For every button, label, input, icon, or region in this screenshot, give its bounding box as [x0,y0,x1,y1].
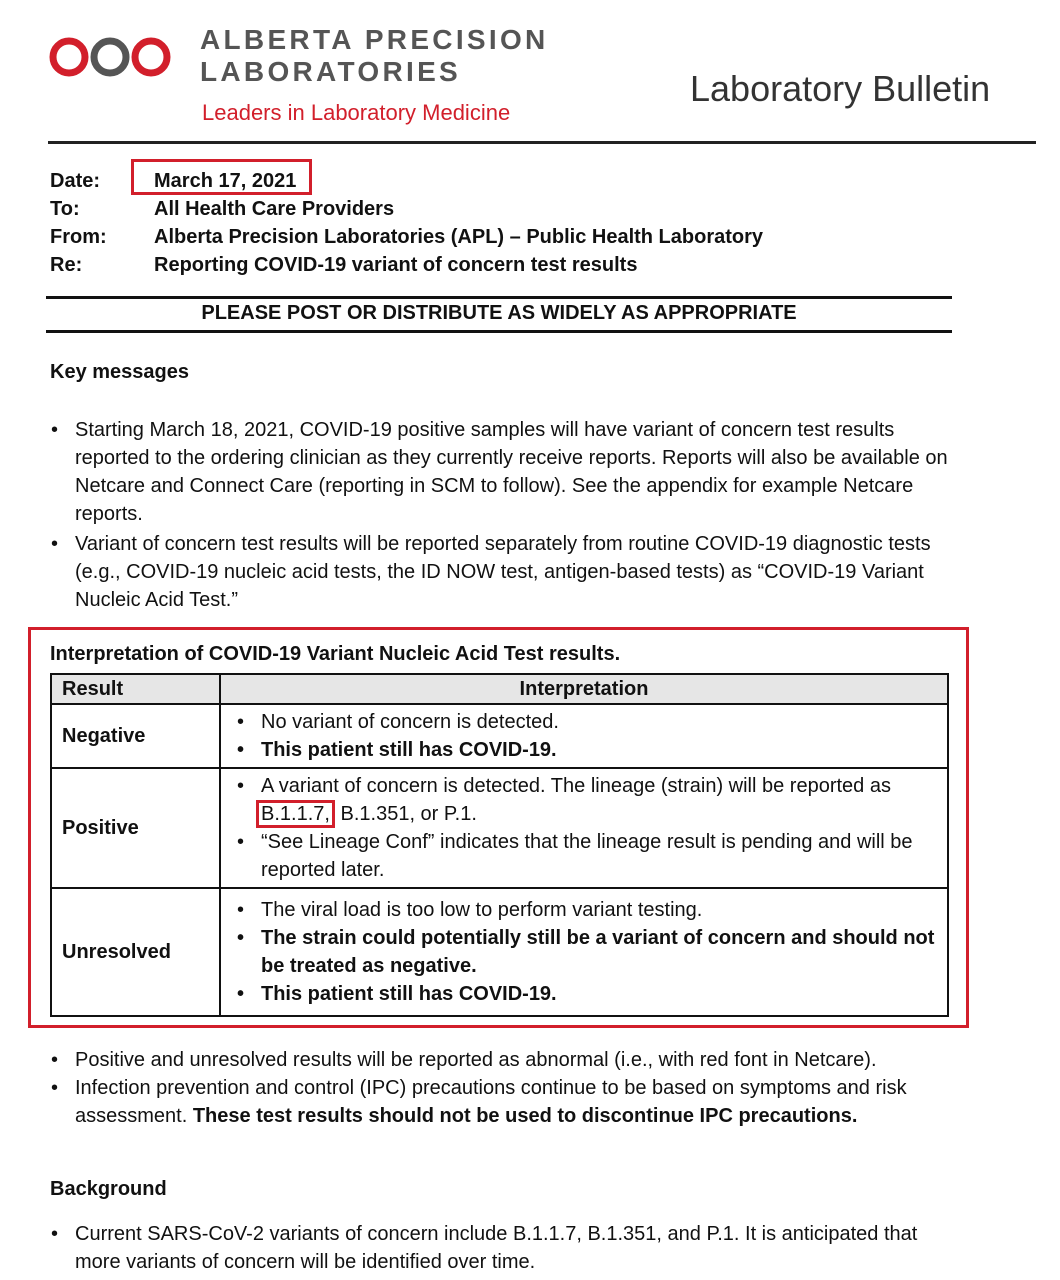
date-label: Date: [50,170,101,192]
date-value: March 17, 2021 [154,170,297,192]
table-row-unresolved [51,888,948,1016]
memo-header [50,167,763,279]
table-row-positive [51,768,948,888]
date-row [50,167,763,195]
org-line-1: ALBERTA PRECISION [200,24,549,55]
list-item: • “See Lineage Conf” indicates that the lineage result is pending and will be reported later. [235,828,937,884]
interpretation-table-title: Interpretation of COVID-19 Variant Nucleic Acid Test results. [50,643,621,665]
ipc-text: Infection prevention and control (IPC) precautions continue to be based on symptoms and risk assessment. [75,1077,907,1127]
from-label: From: [50,226,107,248]
organization-name [200,24,549,88]
list-item [235,772,937,828]
notice-bottom-rule [46,330,952,333]
column-header-result: Result [51,674,220,704]
ipc-warning: These test results should not be used to discontinue IPC precautions. [192,1105,858,1127]
org-line-2: LABORATORIES [200,56,462,87]
to-row [50,195,763,223]
result-negative: Negative [51,704,220,768]
interpretation-positive [220,768,948,888]
column-header-interpretation: Interpretation [220,674,948,704]
apl-logo [48,34,172,80]
from-value: Alberta Precision Laboratories (APL) – Public Health Laboratory [154,226,764,248]
re-row [50,251,763,279]
list-item: • No variant of concern is detected. [235,708,937,736]
list-item: • Variant of concern test results will be reported separately from routine COVID-19 diagnostic tests (e.g., COVID-19 nucleic acid tests, the ID NOW test, antigen-based tests) as “COVID-19 Variant Nucleic Acid Test.” [49,530,949,614]
list-item: • The viral load is too low to perform variant testing. [235,896,937,924]
reporting-notes-list [49,1046,979,1130]
result-positive: Positive [51,768,220,888]
from-row [50,223,763,251]
list-item: • Current SARS-CoV-2 variants of concern include B.1.1.7, B.1.351, and P.1. It is anticipated that more variants of concern will be identified over time. [49,1220,949,1276]
interpretation-table [50,673,949,1017]
re-label: Re: [50,254,83,276]
to-label: To: [50,198,80,220]
document-type: Laboratory Bulletin [690,68,991,109]
positive-text-a: A variant of concern is detected. The lineage (strain) will be reported as [261,775,891,797]
result-unresolved: Unresolved [51,888,220,1016]
list-item: • The strain could potentially still be a variant of concern and should not be treated as negative. [235,924,937,980]
key-messages-list [49,416,949,616]
interpretation-negative [220,704,948,768]
list-item: • Positive and unresolved results will be reported as abnormal (i.e., with red font in Netcare). [49,1046,979,1074]
key-messages-heading: Key messages [50,361,189,383]
header-divider [48,141,1036,144]
list-item: • This patient still has COVID-19. [235,980,937,1008]
distribution-notice: PLEASE POST OR DISTRIBUTE AS WIDELY AS APPROPRIATE [201,302,797,324]
notice-top-rule [46,296,952,299]
positive-text-b: B.1.351, or P.1. [340,803,477,825]
background-heading: Background [50,1178,167,1200]
to-value: All Health Care Providers [154,198,395,220]
background-list [49,1220,949,1276]
table-row-negative [51,704,948,768]
re-value: Reporting COVID-19 variant of concern test results [154,254,638,276]
table-header-row [51,674,948,704]
interpretation-unresolved [220,888,948,1016]
list-item: • This patient still has COVID-19. [235,736,937,764]
list-item [49,1074,979,1130]
tagline: Leaders in Laboratory Medicine [202,100,511,125]
list-item: • Starting March 18, 2021, COVID-19 positive samples will have variant of concern test results reported to the ordering clinician as they currently receive reports. Reports will also be available on Netcare and Connect Care (reporting in SCM to follow). See the appendix for example Netcare reports. [49,416,949,528]
lineage-highlight: B.1.1.7, [256,800,335,828]
